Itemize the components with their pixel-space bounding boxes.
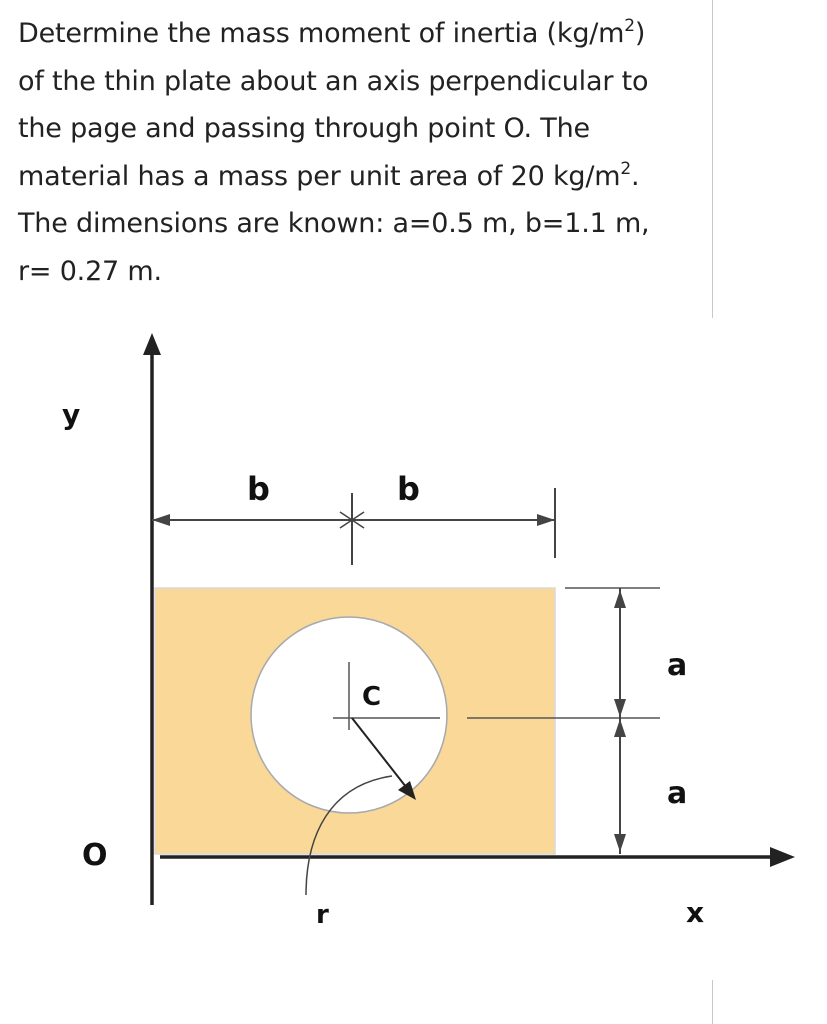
a-top-label: a [667,648,688,683]
problem-line-3: the page and passing through point O. The [18,113,590,144]
b-right-arrow-icon [537,514,555,526]
a-bottom-label: a [667,776,688,811]
origin-label: O [82,838,108,873]
x-axis-arrow-icon [770,847,795,867]
a-mid-down-arrow-icon [614,719,626,737]
problem-line-1-text: Determine the mass moment of inertia (kg/m [18,18,625,49]
superscript-2: 2 [620,158,631,179]
problem-line-4-text: material has a mass per unit area of 20 kg/m [18,160,621,192]
b-left-arrow-icon [152,514,170,526]
radius-line [352,718,410,792]
b-left-label: b [247,470,270,508]
x-axis-label: x [686,896,705,929]
problem-line-1-end: ) [634,18,646,49]
problem-line-2: of the thin plate about an axis perpendicular to [18,65,649,97]
radius-label: r [316,900,329,930]
y-axis-label: y [62,398,81,431]
superscript-2: 2 [624,16,635,36]
a-mid-up-arrow-icon [614,699,626,717]
b-right-label: b [397,470,420,508]
y-axis-arrow-icon [143,333,161,355]
problem-line-4-end: . [630,160,640,192]
a-bottom-arrow-icon [614,834,626,852]
problem-line-5: The dimensions are known: a=0.5 m, b=1.1 m, [18,208,650,239]
problem-line-6: r= 0.27 m. [18,255,162,287]
centroid-label: C [362,682,382,712]
a-top-arrow-icon [614,590,626,608]
